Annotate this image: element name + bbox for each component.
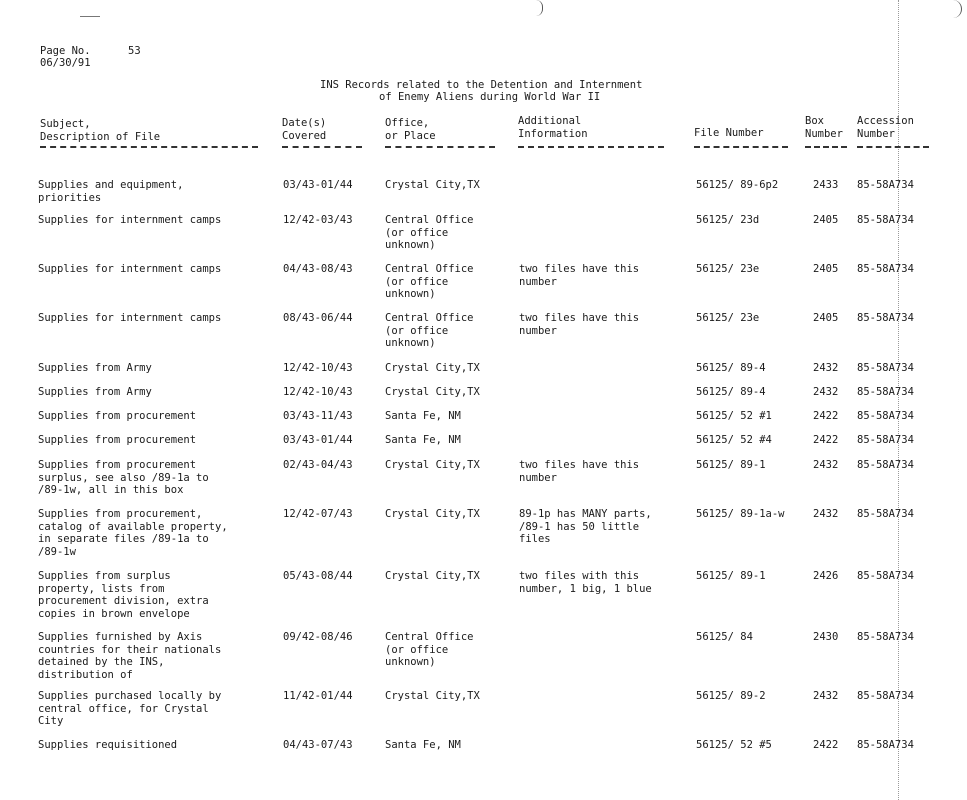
cell-office: Crystal City,TX [385,362,480,374]
cell-dates: 11/42-01/44 [283,690,353,702]
cell-office: Central Office (or office unknown) [385,214,474,251]
cell-dates: 09/42-08/46 [283,631,353,643]
cell-office: Santa Fe, NM [385,434,461,446]
cell-subject: Supplies from procurement, catalog of available property, in separate files /89-1a to /89-1w [38,508,228,558]
cell-accession-number: 85-58A734 [857,410,914,422]
header-rule [282,146,362,148]
cell-subject: Supplies from Army [38,386,152,398]
scan-mark [80,16,100,17]
cell-subject: Supplies and equipment, priorities [38,179,184,204]
header-rule [805,146,847,148]
cell-file-number: 56125/ 89-1 [696,570,766,582]
cell-box-number: 2433 [813,179,839,191]
header-rule [40,146,258,148]
document-title: INS Records related to the Detention and Internment [320,79,643,91]
cell-file-number: 56125/ 89-6p2 [696,179,779,191]
cell-file-number: 56125/ 89-4 [696,386,766,398]
cell-dates: 12/42-10/43 [283,362,353,374]
document-subtitle: of Enemy Aliens during World War II [379,91,601,103]
cell-office: Crystal City,TX [385,690,480,702]
cell-office: Central Office (or office unknown) [385,631,474,668]
cell-office: Crystal City,TX [385,459,480,471]
cell-box-number: 2422 [813,410,839,422]
cell-office: Central Office (or office unknown) [385,263,474,300]
cell-accession-number: 85-58A734 [857,214,914,226]
cell-office: Crystal City,TX [385,179,480,191]
cell-accession-number: 85-58A734 [857,312,914,324]
cell-dates: 04/43-07/43 [283,739,353,751]
cell-accession-number: 85-58A734 [857,739,914,751]
column-header-office: Office, or Place [385,117,436,142]
cell-box-number: 2432 [813,386,839,398]
cell-subject: Supplies from procurement [38,410,197,422]
cell-accession-number: 85-58A734 [857,362,914,374]
cell-file-number: 56125/ 23e [696,263,760,275]
cell-dates: 12/42-03/43 [283,214,353,226]
cell-dates: 05/43-08/44 [283,570,353,582]
cell-accession-number: 85-58A734 [857,570,914,582]
cell-accession-number: 85-58A734 [857,386,914,398]
cell-office: Santa Fe, NM [385,410,461,422]
cell-subject: Supplies for internment camps [38,263,222,275]
cell-additional-info: two files with this number, 1 big, 1 blue [519,570,652,595]
cell-box-number: 2422 [813,434,839,446]
cell-accession-number: 85-58A734 [857,263,914,275]
page-date: 06/30/91 [40,57,91,69]
cell-additional-info: two files have this number [519,459,640,484]
header-rule [857,146,929,148]
column-header-accession: Accession Number [857,115,914,140]
cell-dates: 12/42-07/43 [283,508,353,520]
cell-box-number: 2405 [813,263,839,275]
header-rule [385,146,495,148]
cell-accession-number: 85-58A734 [857,434,914,446]
cell-file-number: 56125/ 23e [696,312,760,324]
cell-accession-number: 85-58A734 [857,690,914,702]
header-rule [518,146,664,148]
cell-subject: Supplies furnished by Axis countries for their nationals detained by the INS, distribution of [38,631,222,681]
cell-office: Crystal City,TX [385,386,480,398]
cell-subject: Supplies for internment camps [38,214,222,226]
cell-subject: Supplies from surplus property, lists from procurement division, extra copies in brown envelope [38,570,209,620]
cell-box-number: 2432 [813,362,839,374]
cell-subject: Supplies from procurement [38,434,197,446]
cell-accession-number: 85-58A734 [857,631,914,643]
page-label: Page No. [40,45,91,57]
cell-dates: 12/42-10/43 [283,386,353,398]
cell-additional-info: two files have this number [519,312,640,337]
cell-subject: Supplies from Army [38,362,152,374]
cell-office: Crystal City,TX [385,508,480,520]
cell-dates: 03/43-11/43 [283,410,353,422]
cell-additional-info: 89-1p has MANY parts, /89-1 has 50 little files [519,508,652,545]
cell-box-number: 2426 [813,570,839,582]
column-header-box: Box Number [805,115,843,140]
cell-box-number: 2432 [813,690,839,702]
cell-file-number: 56125/ 89-4 [696,362,766,374]
cell-file-number: 56125/ 52 #5 [696,739,772,751]
cell-office: Crystal City,TX [385,570,480,582]
column-header-dates: Date(s) Covered [282,117,327,142]
cell-file-number: 56125/ 23d [696,214,760,226]
cell-file-number: 56125/ 89-1a-w [696,508,785,520]
cell-dates: 08/43-06/44 [283,312,353,324]
cell-file-number: 56125/ 84 [696,631,753,643]
header-rule [694,146,788,148]
column-header-subject: Subject, Description of File [40,118,161,143]
cell-office: Santa Fe, NM [385,739,461,751]
cell-box-number: 2405 [813,214,839,226]
cell-subject: Supplies for internment camps [38,312,222,324]
cell-dates: 03/43-01/44 [283,434,353,446]
cell-accession-number: 85-58A734 [857,179,914,191]
scan-mark [945,0,962,18]
cell-subject: Supplies purchased locally by central office, for Crystal City [38,690,222,727]
cell-accession-number: 85-58A734 [857,459,914,471]
cell-additional-info: two files have this number [519,263,640,288]
cell-file-number: 56125/ 89-1 [696,459,766,471]
cell-file-number: 56125/ 52 #1 [696,410,772,422]
cell-subject: Supplies from procurement surplus, see also /89-1a to /89-1w, all in this box [38,459,209,496]
page-number: 53 [128,45,141,57]
cell-dates: 04/43-08/43 [283,263,353,275]
cell-box-number: 2430 [813,631,839,643]
cell-dates: 02/43-04/43 [283,459,353,471]
cell-file-number: 56125/ 89-2 [696,690,766,702]
cell-accession-number: 85-58A734 [857,508,914,520]
column-header-info: Additional Information [518,115,588,140]
cell-office: Central Office (or office unknown) [385,312,474,349]
cell-dates: 03/43-01/44 [283,179,353,191]
cell-box-number: 2432 [813,508,839,520]
cell-box-number: 2422 [813,739,839,751]
scan-mark [536,0,543,16]
column-header-file: File Number [694,127,764,139]
cell-file-number: 56125/ 52 #4 [696,434,772,446]
cell-box-number: 2405 [813,312,839,324]
cell-subject: Supplies requisitioned [38,739,178,751]
cell-box-number: 2432 [813,459,839,471]
